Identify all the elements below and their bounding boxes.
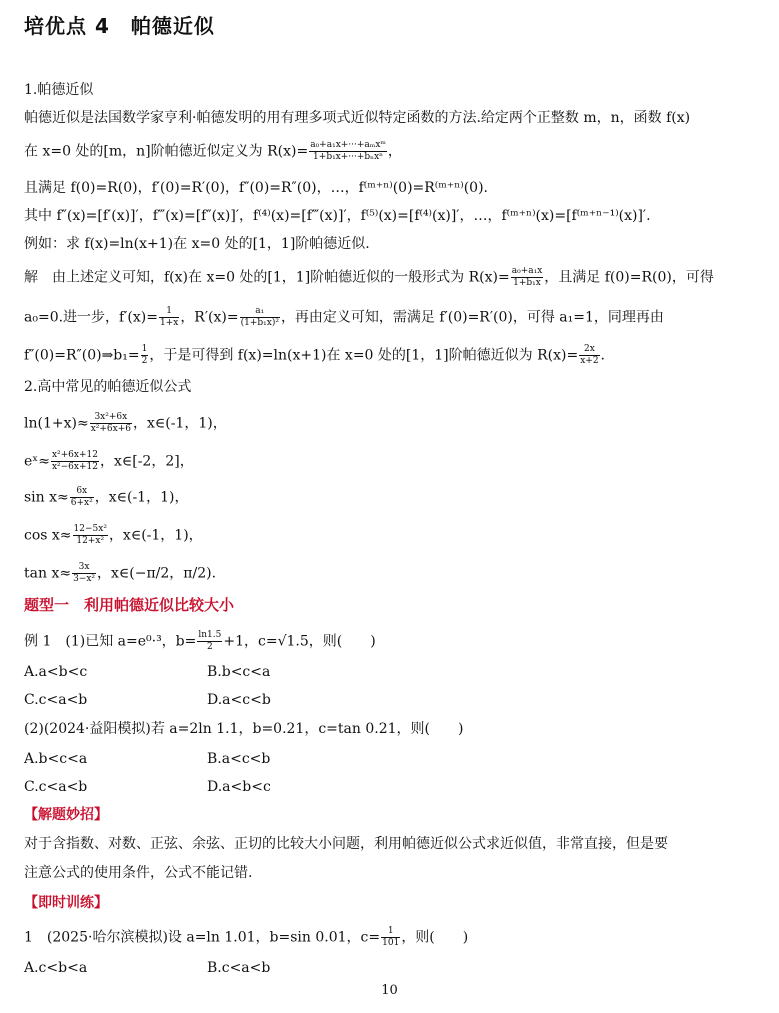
training-question: 1 (2025·哈尔滨模拟)设 a=ln 1.01，b=sin 0.01，c= $\frac{1}{101}$ ，则( ) [24, 926, 469, 948]
example-question: (2)(2024·益阳模拟)若 a=2ln 1.1，b=0.21，c=tan 0.21，则( ) [24, 721, 464, 737]
formula-cos: cos x≈ $\frac{\text{12−5x²}}{\text{12+x²}}$ ，x∈(-1，1)， [24, 524, 203, 546]
page-number: 10 [381, 983, 398, 998]
solution-line: f″(0)=R″(0)⇒b₁= $\frac{1}{2}$ ，于是可得到 f(x)=ln(x+1)在 x=0 处的[1，1]阶帕德近似为 R(x)= $\frac{2x}{x+2}$ . [24, 344, 605, 366]
option-row: A.a<b<c B.b<c<a [24, 664, 271, 680]
formula-sin: sin x≈ $\frac{6x}{\text{6+x²}}$ ，x∈(-1，1)， [24, 486, 189, 508]
paragraph: 帕德近似是法国数学家亨利·帕德发明的用有理多项式近似特定函数的方法.给定两个正整数 m，n，函数 f(x) [24, 110, 691, 126]
solution-line: a₀=0.进一步，f′(x)= $\frac{1}{1+x}$ ，R′(x)= $\frac{\text{a₁}}{\text{(1+b₁x)²}}$ ，再由定义可知，需满足 f′(0)=R′(0)，可得 a₁=1，同理再由 [24, 306, 664, 328]
page-title: 培优点 4 帕德近似 [24, 14, 215, 38]
tip-text: 对于含指数、对数、正弦、余弦、正切的比较大小问题，利用帕德近似公式求近似值，非常直接，但是要 [24, 836, 668, 852]
formula-tan: tan x≈ $\frac{3x}{\text{3−x²}}$ ，x∈(−π/2，π/2). [24, 562, 217, 584]
fraction: $\frac{\text{a₀+a₁x+···+aₘxᵐ}}{\text{1+b₁x+···+bₙxⁿ}}$ [310, 140, 386, 162]
section1-heading: 1.帕德近似 [24, 82, 94, 98]
tip-text: 注意公式的使用条件，公式不能记错. [24, 865, 253, 881]
tip-heading: 【解题妙招】 [24, 807, 108, 823]
paragraph: 其中 f″(x)=[f′(x)]′，f‴(x)=[f″(x)]′，f⁽⁴⁾(x)=[f‴(x)]′，f⁽⁵⁾(x)=[f⁽⁴⁾(x)]′，…，f⁽ᵐ⁺ⁿ⁾(x)=[f⁽ᵐ⁺ⁿ⁻¹⁾(x)]′. [24, 208, 651, 224]
type1-heading: 题型一 利用帕德近似比较大小 [24, 596, 235, 614]
formula-exp: eˣ≈ $\frac{\text{x²+6x+12}}{\text{x²−6x+12}}$ ，x∈[-2，2]， [24, 450, 194, 472]
section2-heading: 2.高中常见的帕德近似公式 [24, 379, 192, 395]
training-heading: 【即时训练】 [24, 895, 108, 911]
formula-ln: ln(1+x)≈ $\frac{\text{3x²+6x}}{\text{x²+6x+6}}$ ，x∈(-1，1)， [24, 412, 227, 434]
paragraph: 在 x=0 处的[m，n]阶帕德近似定义为 R(x)= $\frac{\text{a₀+a₁x+···+aₘxᵐ}}{\text{1+b₁x+···+bₙxⁿ}}$ ， [24, 140, 402, 162]
example-question: 例 1 (1)已知 a=e⁰·³，b= $\frac{\ln 1.5}{2}$ +1，c=√1.5，则( ) [24, 630, 376, 652]
solution-line: 解 由上述定义可知，f(x)在 x=0 处的[1，1]阶帕德近似的一般形式为 R(x)= $\frac{\text{a₀+a₁x}}{\text{1+b₁x}}$ ，且满足 f(0)=R(0)，可得 [24, 266, 714, 288]
option-row: A.c<b<a B.c<a<b [24, 960, 271, 976]
option-row: C.c<a<b D.a<c<b [24, 692, 271, 708]
paragraph: 例如：求 f(x)=ln(x+1)在 x=0 处的[1，1]阶帕德近似. [24, 236, 370, 252]
option-row: C.c<a<b D.a<b<c [24, 779, 271, 795]
paragraph: 且满足 f(0)=R(0)，f′(0)=R′(0)，f″(0)=R″(0)，…，f⁽ᵐ⁺ⁿ⁾(0)=R⁽ᵐ⁺ⁿ⁾(0). [24, 180, 488, 196]
option-row: A.b<c<a B.a<c<b [24, 751, 271, 767]
